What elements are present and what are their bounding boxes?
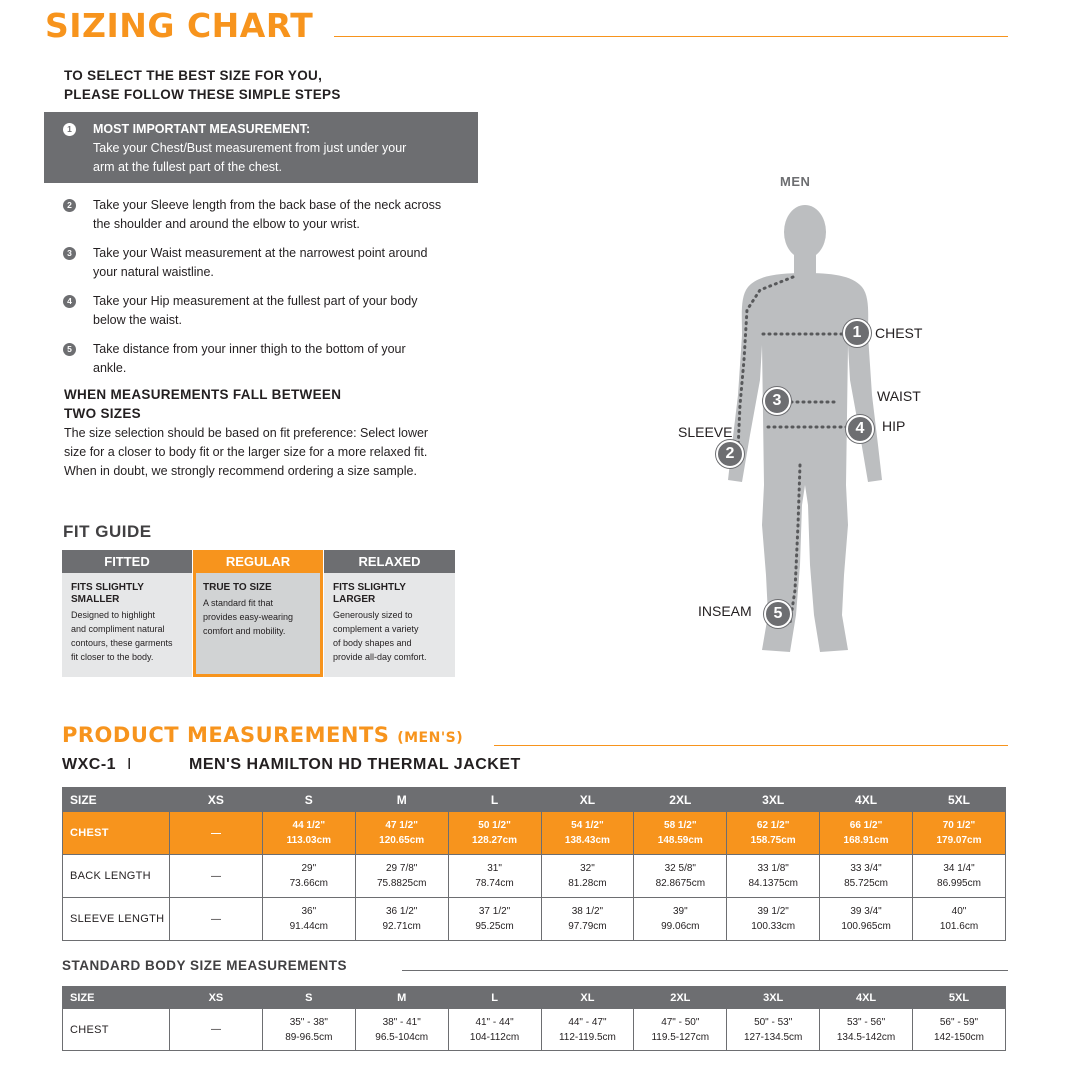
- fit-column-relaxed: [324, 550, 455, 677]
- table-header-row: [63, 987, 1006, 1009]
- table-cell: 54 1/2" 138.43cm: [541, 812, 634, 855]
- step-2: [63, 196, 483, 234]
- standard-measurements-title: STANDARD BODY SIZE MEASUREMENTS: [62, 958, 348, 973]
- label-hip: HIP: [882, 418, 906, 434]
- header-size: SIZE: [63, 788, 170, 812]
- fit-desc-line: complement a variety: [333, 624, 419, 634]
- table-cell: 36" 91.44cm: [262, 898, 355, 941]
- step-1-line-2: arm at the fullest part of the chest.: [93, 160, 282, 174]
- table-cell: 38" - 41" 96.5-104cm: [355, 1009, 448, 1051]
- table-cell: 35" - 38" 89-96.5cm: [262, 1009, 355, 1051]
- table-cell: 56" - 59" 142-150cm: [913, 1009, 1006, 1051]
- standard-title-rule: [402, 970, 1008, 971]
- between-heading-line-2: TWO SIZES: [64, 406, 141, 421]
- row-label: SLEEVE LENGTH: [63, 898, 170, 941]
- step-3-line-1: Take your Waist measurement at the narrowest point around: [93, 246, 428, 260]
- table-cell: 66 1/2" 168.91cm: [820, 812, 913, 855]
- table-cell: —: [170, 898, 263, 941]
- header-size: SIZE: [63, 987, 170, 1009]
- header-m: M: [355, 788, 448, 812]
- product-name: MEN'S HAMILTON HD THERMAL JACKET: [189, 756, 521, 773]
- marker-sleeve: 2: [716, 440, 744, 468]
- step-4-line-2: below the waist.: [93, 313, 182, 327]
- step-4-line-1: Take your Hip measurement at the fullest part of your body: [93, 294, 418, 308]
- table-row-chest: [63, 812, 1006, 855]
- fit-header-relaxed: RELAXED: [324, 550, 455, 573]
- step-2-line-2: the shoulder and around the elbow to your wrist.: [93, 217, 360, 231]
- table-cell: 44 1/2" 113.03cm: [262, 812, 355, 855]
- product-title-rule: [494, 745, 1008, 746]
- step-number-5: 5: [63, 343, 76, 356]
- label-sleeve: SLEEVE: [678, 424, 733, 440]
- marker-inseam: 5: [764, 600, 792, 628]
- label-waist: WAIST: [877, 388, 921, 404]
- product-code: WXC-1: [62, 756, 117, 773]
- table-cell: 29 7/8" 75.8825cm: [355, 855, 448, 898]
- table-cell: 39" 99.06cm: [634, 898, 727, 941]
- fit-guide-title: FIT GUIDE: [63, 522, 152, 541]
- table-cell: 41" - 44" 104-112cm: [448, 1009, 541, 1051]
- header-xs: XS: [170, 788, 263, 812]
- table-cell: 44" - 47" 112-119.5cm: [541, 1009, 634, 1051]
- step-2-line-1: Take your Sleeve length from the back base of the neck across: [93, 198, 442, 212]
- fit-column-regular: [193, 550, 323, 677]
- between-text-line-1: The size selection should be based on fit preference: Select lower: [64, 426, 429, 440]
- row-label: CHEST: [63, 1009, 170, 1051]
- table-cell: 31" 78.74cm: [448, 855, 541, 898]
- table-cell: 38 1/2" 97.79cm: [541, 898, 634, 941]
- fit-sub-line: SMALLER: [71, 594, 120, 605]
- header-xl: XL: [541, 788, 634, 812]
- step-3-line-2: your natural waistline.: [93, 265, 214, 279]
- between-heading-line-1: WHEN MEASUREMENTS FALL BETWEEN: [64, 387, 342, 402]
- product-title-text: PRODUCT MEASUREMENTS: [62, 723, 390, 747]
- table-cell: 33 1/8" 84.1375cm: [727, 855, 820, 898]
- fit-column-fitted: [62, 550, 192, 677]
- title-rule: [334, 36, 1008, 37]
- marker-chest: 1: [843, 319, 871, 347]
- fit-header-fitted: FITTED: [62, 550, 192, 573]
- between-sizes-text: [64, 424, 474, 481]
- header-4xl: 4XL: [820, 987, 913, 1009]
- standard-measurements-table: [62, 986, 1006, 1051]
- step-3: [63, 244, 483, 282]
- fit-sub-line: FITS SLIGHTLY: [333, 582, 406, 593]
- product-title-suffix: (MEN'S): [397, 730, 464, 746]
- step-1-line-1: Take your Chest/Bust measurement from just under your: [93, 141, 407, 155]
- product-measurements-table: [62, 787, 1006, 941]
- table-cell: 39 3/4" 100.965cm: [820, 898, 913, 941]
- table-row-sleeve-length: [63, 898, 1006, 941]
- step-number-4: 4: [63, 295, 76, 308]
- figure-title: MEN: [780, 174, 811, 189]
- header-s: S: [262, 788, 355, 812]
- fit-desc-line: fit closer to the body.: [71, 652, 154, 662]
- intro-heading: [64, 66, 464, 104]
- fit-desc-line: Generously sized to: [333, 610, 413, 620]
- table-cell: 32 5/8" 82.8675cm: [634, 855, 727, 898]
- step-number-1: 1: [63, 123, 76, 136]
- table-cell: 39 1/2" 100.33cm: [727, 898, 820, 941]
- header-l: L: [448, 788, 541, 812]
- header-5xl: 5XL: [913, 987, 1006, 1009]
- step-4: [63, 292, 483, 330]
- between-text-line-3: When in doubt, we strongly recommend ordering a size sample.: [64, 464, 417, 478]
- table-cell: 47 1/2" 120.65cm: [355, 812, 448, 855]
- marker-waist: 3: [763, 387, 791, 415]
- fit-sub-line: FITS SLIGHTLY: [71, 582, 144, 593]
- table-cell: —: [170, 855, 263, 898]
- table-cell: 70 1/2" 179.07cm: [913, 812, 1006, 855]
- header-xl: XL: [541, 987, 634, 1009]
- fit-desc-line: provide all-day comfort.: [333, 652, 427, 662]
- product-separator: I: [127, 756, 132, 773]
- fit-body-regular: [193, 573, 323, 677]
- step-1: [63, 120, 483, 177]
- between-sizes-heading: [64, 385, 464, 423]
- table-cell: 58 1/2" 148.59cm: [634, 812, 727, 855]
- step-number-3: 3: [63, 247, 76, 260]
- fit-desc-line: Designed to highlight: [71, 610, 156, 620]
- label-inseam: INSEAM: [698, 603, 752, 619]
- table-cell: 62 1/2" 158.75cm: [727, 812, 820, 855]
- table-cell: 32" 81.28cm: [541, 855, 634, 898]
- table-cell: 36 1/2" 92.71cm: [355, 898, 448, 941]
- table-cell: —: [170, 812, 263, 855]
- fit-desc-line: comfort and mobility.: [203, 626, 286, 636]
- fit-desc-line: of body shapes and: [333, 638, 412, 648]
- header-2xl: 2XL: [634, 788, 727, 812]
- header-2xl: 2XL: [634, 987, 727, 1009]
- between-text-line-2: size for a closer to body fit or the larger size for a more relaxed fit.: [64, 445, 428, 459]
- intro-heading-line-2: PLEASE FOLLOW THESE SIMPLE STEPS: [64, 87, 341, 102]
- header-3xl: 3XL: [727, 987, 820, 1009]
- page-title: SIZING CHART: [45, 6, 314, 45]
- fit-sub-line: TRUE TO SIZE: [203, 582, 272, 593]
- table-row-standard-chest: [63, 1009, 1006, 1051]
- table-cell: 50" - 53" 127-134.5cm: [727, 1009, 820, 1051]
- step-number-2: 2: [63, 199, 76, 212]
- table-cell: 47" - 50" 119.5-127cm: [634, 1009, 727, 1051]
- step-5-line-2: ankle.: [93, 361, 127, 375]
- table-cell: 33 3/4" 85.725cm: [820, 855, 913, 898]
- header-xs: XS: [170, 987, 263, 1009]
- fit-desc-line: A standard fit that: [203, 598, 274, 608]
- row-label: CHEST: [63, 812, 170, 855]
- label-chest: CHEST: [875, 325, 923, 341]
- product-line: [62, 756, 521, 774]
- header-l: L: [448, 987, 541, 1009]
- fit-body-relaxed: [324, 573, 455, 677]
- header-4xl: 4XL: [820, 788, 913, 812]
- fit-desc-line: and compliment natural: [71, 624, 165, 634]
- header-5xl: 5XL: [913, 788, 1006, 812]
- table-cell: —: [170, 1009, 263, 1051]
- table-cell: 50 1/2" 128.27cm: [448, 812, 541, 855]
- fit-desc-line: contours, these garments: [71, 638, 173, 648]
- fit-sub-line: LARGER: [333, 594, 376, 605]
- table-row-back-length: [63, 855, 1006, 898]
- table-cell: 53" - 56" 134.5-142cm: [820, 1009, 913, 1051]
- header-m: M: [355, 987, 448, 1009]
- fit-header-regular: REGULAR: [193, 550, 323, 573]
- step-1-heading: MOST IMPORTANT MEASUREMENT:: [93, 122, 311, 136]
- intro-heading-line-1: TO SELECT THE BEST SIZE FOR YOU,: [64, 68, 323, 83]
- step-5-line-1: Take distance from your inner thigh to the bottom of your: [93, 342, 406, 356]
- fit-desc-line: provides easy-wearing: [203, 612, 294, 622]
- marker-hip: 4: [846, 415, 874, 443]
- table-cell: 37 1/2" 95.25cm: [448, 898, 541, 941]
- table-cell: 29" 73.66cm: [262, 855, 355, 898]
- header-3xl: 3XL: [727, 788, 820, 812]
- step-5: [63, 340, 483, 378]
- table-cell: 34 1/4" 86.995cm: [913, 855, 1006, 898]
- table-header-row: [63, 788, 1006, 812]
- product-measurements-title: [62, 723, 463, 747]
- row-label: BACK LENGTH: [63, 855, 170, 898]
- header-s: S: [262, 987, 355, 1009]
- table-cell: 40" 101.6cm: [913, 898, 1006, 941]
- fit-body-fitted: [62, 573, 192, 677]
